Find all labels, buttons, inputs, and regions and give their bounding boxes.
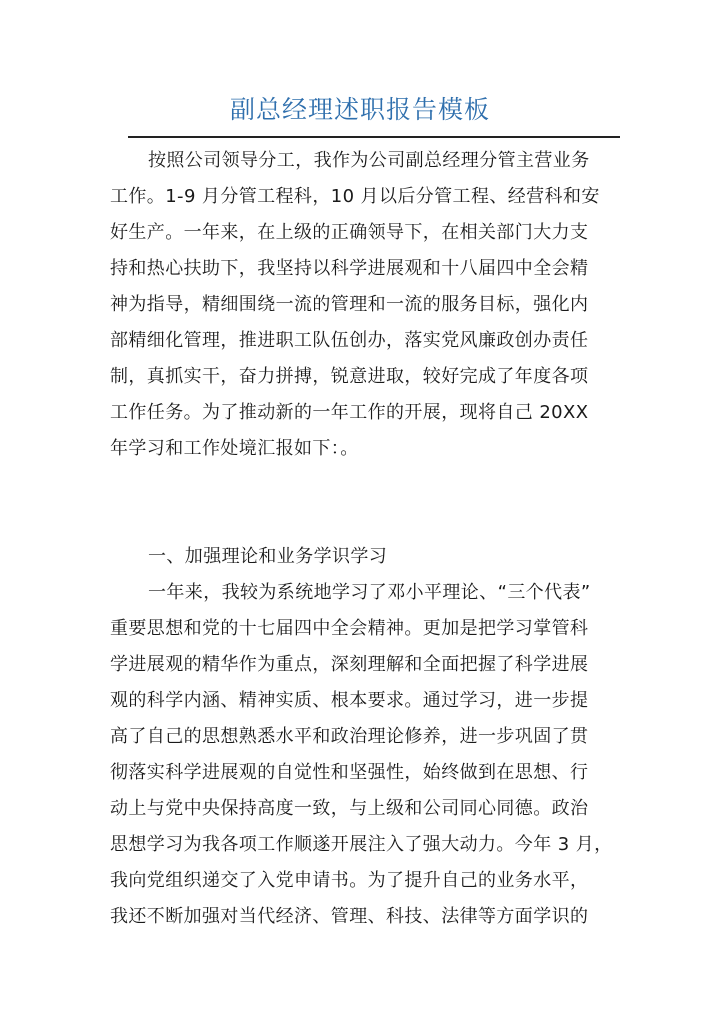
paragraph1-line-5: 神为指导，精细围绕一流的管理和一流的服务目标，强化内 (110, 294, 589, 315)
document-title: 副总经理述职报告模板 (229, 95, 490, 124)
paragraph2-line-4: 观的科学内涵、精神实质、根本要求。通过学习，进一步提 (110, 690, 589, 711)
paragraph1-line-2: 工作。1-9 月分管工程科，10 月以后分管工程、经营科和安 (110, 186, 600, 207)
paragraph2-line-1: 一年来，我较为系统地学习了邓小平理论、“三个代表” (148, 582, 591, 603)
paragraph2-line-9: 我向党组织递交了入党申请书。为了提升自己的业务水平， (110, 870, 589, 891)
paragraph2-line-3: 学进展观的精华作为重点，深刻理解和全面把握了科学进展 (110, 654, 589, 675)
document-body (110, 143, 615, 935)
paragraph2-line-7: 动上与党中央保持高度一致，与上级和公司同心同德。政治 (110, 798, 589, 819)
paragraph1-line-1: 按照公司领导分工，我作为公司副总经理分管主营业务 (148, 150, 590, 171)
paragraph1-line-9: 年学习和工作处境汇报如下：。 (110, 438, 359, 459)
paragraph2-line-5: 高了自己的思想熟悉水平和政治理论修养，进一步巩固了贯 (110, 726, 589, 747)
paragraph2-line-10: 我还不断加强对当代经济、管理、科技、法律等方面学识的 (110, 906, 589, 927)
paragraph2-line-6: 彻落实科学进展观的自觉性和坚强性，始终做到在思想、行 (110, 762, 589, 783)
paragraph1-line-8: 工作任务。为了推动新的一年工作的开展，现将自己 20XX (110, 402, 589, 423)
paragraph2-line-2: 重要思想和党的十七届四中全会精神。更加是把学习掌管科 (110, 618, 589, 639)
section1-heading: 一、加强理论和业务学识学习 (148, 546, 388, 567)
paragraph1-line-4: 持和热心扶助下，我坚持以科学进展观和十八届四中全会精 (110, 258, 589, 279)
paragraph1-line-6: 部精细化管理，推进职工队伍创办，落实党风廉政创办责任 (110, 330, 589, 351)
title-divider (128, 136, 620, 138)
paragraph1-line-7: 制，真抓实干，奋力拼搏，锐意进取，较好完成了年度各项 (110, 366, 589, 387)
paragraph2-line-8: 思想学习为我各项工作顺遂开展注入了强大动力。今年 3 月， (110, 834, 613, 855)
paragraph-spacer (110, 467, 615, 539)
paragraph1-line-3: 好生产。一年来，在上级的正确领导下，在相关部门大力支 (110, 222, 589, 243)
